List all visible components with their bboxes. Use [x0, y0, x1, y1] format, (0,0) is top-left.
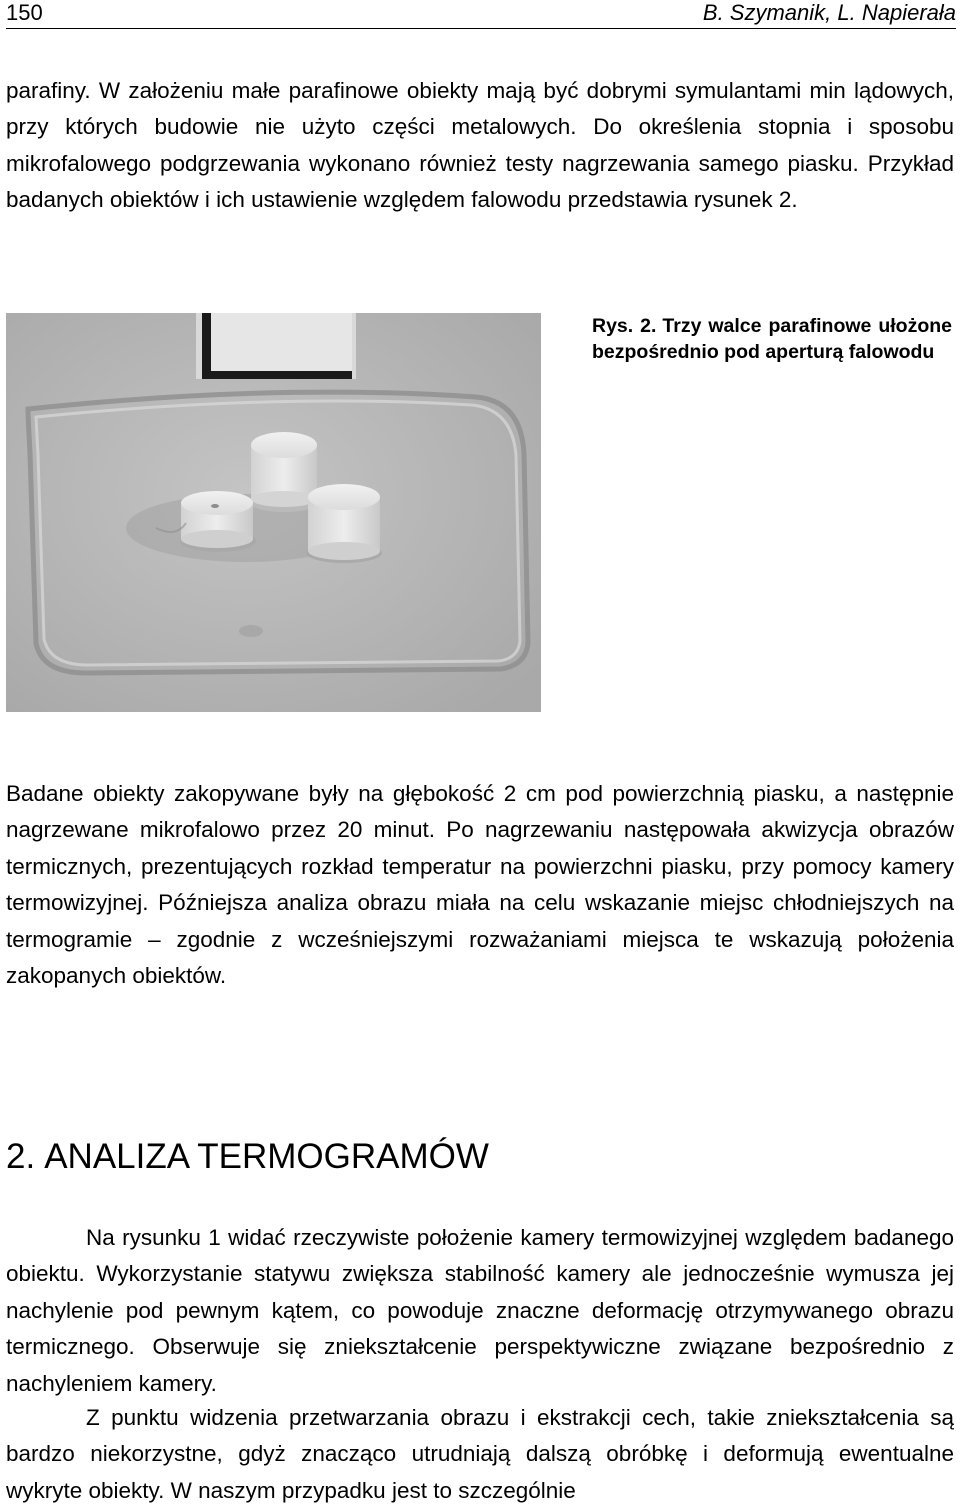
body-paragraph-1: parafiny. W założeniu małe parafinowe obiekty mają być dobrymi symulantami min lądowych, przy których budowie nie użyto części metalowych. Do określenia stopnia i sposobu mikrofalowego podgrzewania wykonano również testy nagrzewania samego piasku. Przykład badanych obiektów i ich ustawienie względem falowodu przedstawia rysunek 2.	[6, 78, 954, 213]
figure-caption-text: Trzy walce parafinowe ułożone bezpośrednio pod aperturą falowodu	[592, 315, 952, 363]
body-paragraph-4: Z punktu widzenia przetwarzania obrazu i ekstrakcji cech, takie zniekształcenia są bardzo niekorzystne, gdyż znacząco utrudniają dalszą obróbkę i deformują ewentualne wykryte obiekty. W naszym przypadku jest to szczególnie	[6, 1405, 954, 1503]
sand-photo-graphic	[6, 313, 541, 712]
figure-photo-paraffin-cylinders	[6, 313, 541, 712]
section-heading	[6, 1133, 489, 1181]
section-title: ANALIZA TERMOGRAMÓW	[44, 1137, 489, 1176]
page-number: 150	[6, 0, 43, 25]
figure-caption-label: Rys. 2.	[592, 315, 657, 337]
running-head	[6, 0, 956, 29]
section-number: 2.	[6, 1137, 36, 1176]
body-paragraph-2: Badane obiekty zakopywane były na głębokość 2 cm pod powierzchnią piasku, a następnie nagrzewane mikrofalowo przez 20 minut. Po nagrzewaniu następowała akwizycja obrazów termicznych, prezentujących rozkład temperatur na powierzchni piasku, przy pomocy kamery termowizyjnej. Późniejsza analiza obrazu miała na celu wskazanie miejsc chłodniejszych na termogramie – zgodnie z wcześniejszymi rozważaniami miejsca te wskazują położenia zakopanych obiektów.	[6, 781, 954, 989]
body-paragraph-3: Na rysunku 1 widać rzeczywiste położenie kamery termowizyjnej względem badanego obiektu. Wykorzystanie statywu zwiększa stabilność kamery ale jednocześnie wymusza jej nachylenie pod pewnym kątem, co powoduje znaczne deformację otrzymywanego obrazu termicznego. Obserwuje się zniekształcenie perspektywiczne związane bezpośrednio z nachyleniem kamery.	[6, 1225, 954, 1396]
figure-caption	[592, 314, 952, 365]
running-head-authors: B. Szymanik, L. Napierała	[702, 0, 956, 25]
